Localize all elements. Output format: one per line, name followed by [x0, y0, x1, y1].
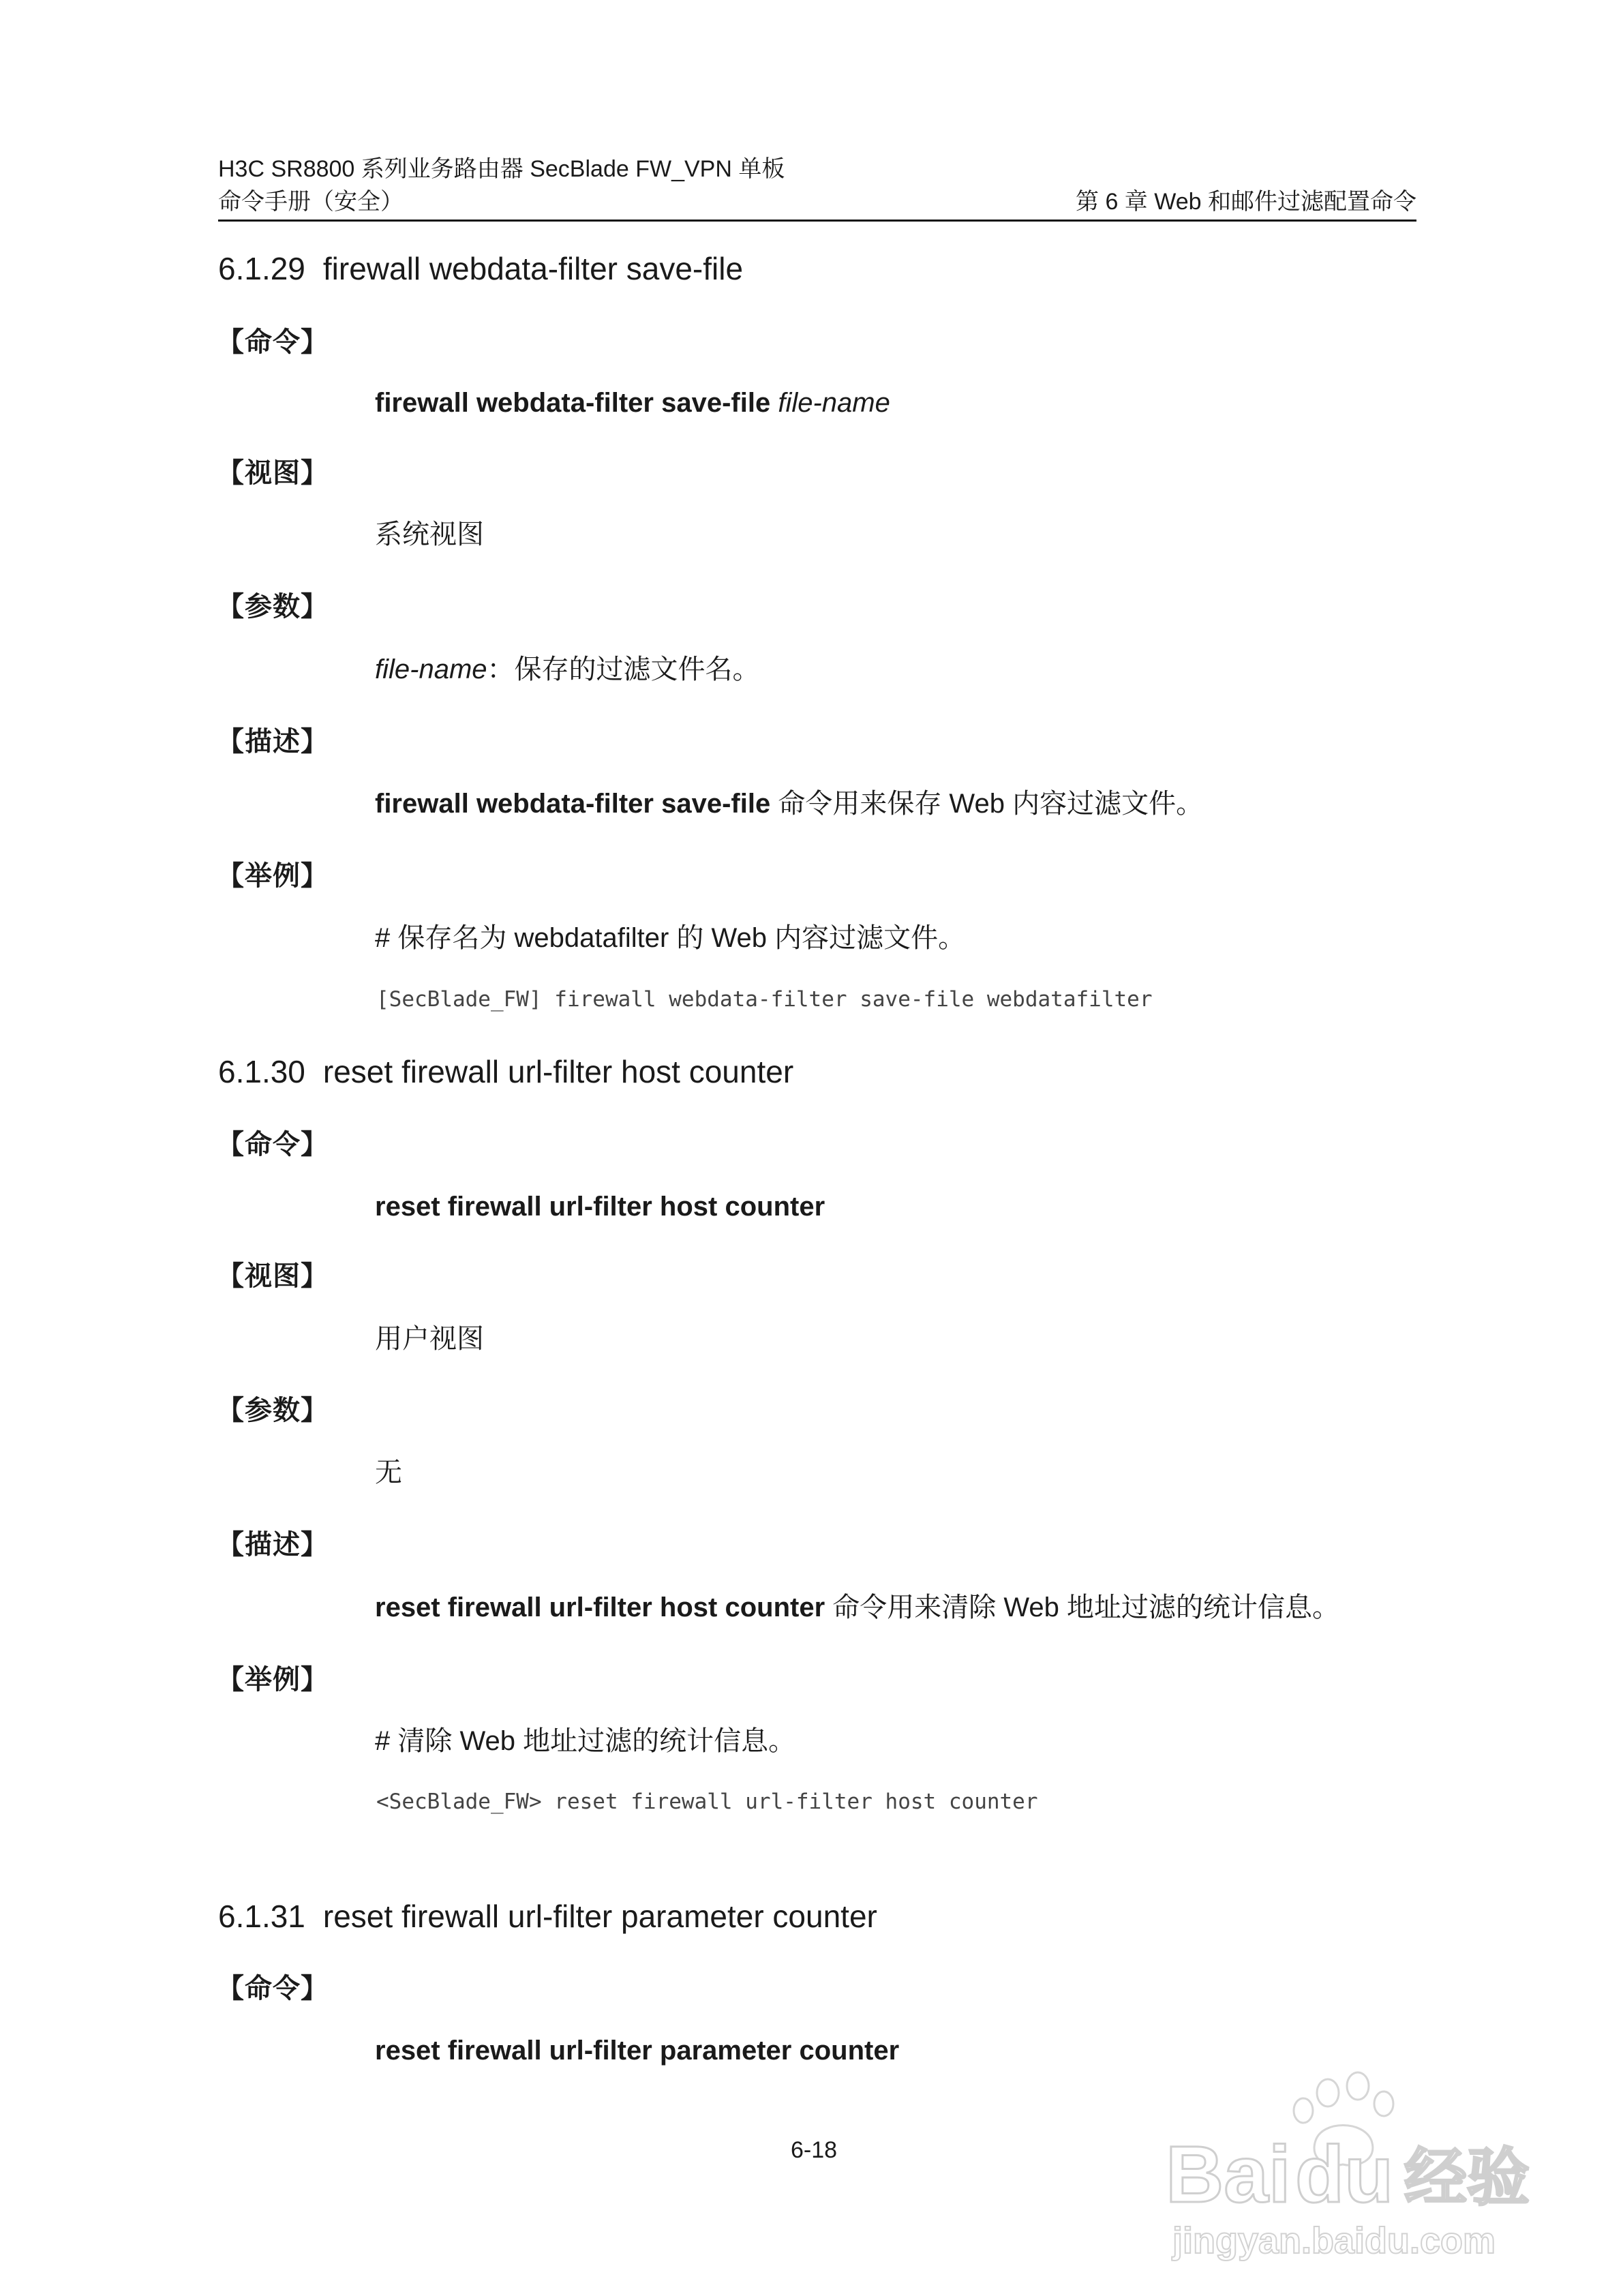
example-code: [SecBlade_FW] firewall webdata-filter save-file webdatafilter — [376, 987, 1153, 1012]
label-description: 【描述】 — [217, 727, 329, 757]
section-heading — [218, 1897, 877, 1935]
section-number: 6.1.29 — [218, 251, 305, 286]
example-code: <SecBlade_FW> reset firewall url-filter host counter — [376, 1789, 1038, 1814]
section-heading — [218, 1053, 793, 1091]
view-text: 用户视图 — [375, 1324, 484, 1354]
label-example: 【举例】 — [217, 861, 329, 891]
section-title: reset firewall url-filter host counter — [322, 1054, 794, 1089]
header-title: H3C SR8800 系列业务路由器 SecBlade FW_VPN 单板 — [218, 156, 785, 182]
page-number: 6-18 — [791, 2137, 838, 2163]
header-subtitle: 命令手册（安全） — [218, 189, 404, 215]
description-text: 命令用来清除 Web 地址过滤的统计信息。 — [825, 1592, 1340, 1622]
description-command: reset firewall url-filter host counter — [375, 1592, 825, 1622]
section-title: firewall webdata-filter save-file — [322, 251, 744, 286]
description-line — [375, 1591, 1339, 1624]
header-chapter: 第 6 章 Web 和邮件过滤配置命令 — [1076, 189, 1416, 215]
command-syntax — [375, 1190, 825, 1223]
svg-text:经验: 经验 — [1404, 2141, 1530, 2214]
label-command: 【命令】 — [217, 327, 329, 357]
svg-text:du: du — [1295, 2130, 1394, 2220]
label-description: 【描述】 — [217, 1530, 329, 1560]
label-example: 【举例】 — [217, 1665, 329, 1695]
description-line — [375, 787, 1203, 820]
label-params: 【参数】 — [217, 1395, 329, 1425]
svg-text:jingyan.baidu.com: jingyan.baidu.com — [1172, 2220, 1496, 2261]
description-command: firewall webdata-filter save-file — [375, 789, 771, 819]
example-text: # 保存名为 webdatafilter 的 Web 内容过滤文件。 — [375, 923, 966, 953]
section-number: 6.1.31 — [218, 1899, 305, 1934]
command-keyword: firewall webdata-filter save-file — [375, 388, 771, 418]
param-text: 无 — [375, 1457, 402, 1487]
section-title: reset firewall url-filter parameter counter — [322, 1899, 877, 1934]
svg-text:Bai: Bai — [1166, 2130, 1291, 2220]
command-syntax — [375, 2034, 899, 2067]
label-view: 【视图】 — [217, 458, 329, 488]
section-number: 6.1.30 — [218, 1054, 305, 1089]
section-heading — [218, 250, 743, 288]
label-params: 【参数】 — [217, 592, 329, 622]
command-syntax — [375, 387, 890, 419]
command-keyword: reset firewall url-filter host counter — [375, 1192, 825, 1222]
header-rule — [218, 220, 1416, 222]
view-text: 系统视图 — [375, 519, 484, 549]
label-command: 【命令】 — [217, 1974, 329, 2004]
baidu-jingyan-watermark — [1159, 2066, 1541, 2270]
command-keyword: reset firewall url-filter parameter counter — [375, 2036, 900, 2066]
param-text: ：保存的过滤文件名。 — [487, 654, 760, 684]
label-view: 【视图】 — [217, 1261, 329, 1291]
command-argument: file-name — [778, 388, 890, 418]
param-line — [375, 653, 760, 686]
description-text: 命令用来保存 Web 内容过滤文件。 — [770, 789, 1204, 819]
label-command: 【命令】 — [217, 1130, 329, 1160]
example-text: # 清除 Web 地址过滤的统计信息。 — [375, 1726, 796, 1756]
param-name: file-name — [375, 654, 487, 684]
